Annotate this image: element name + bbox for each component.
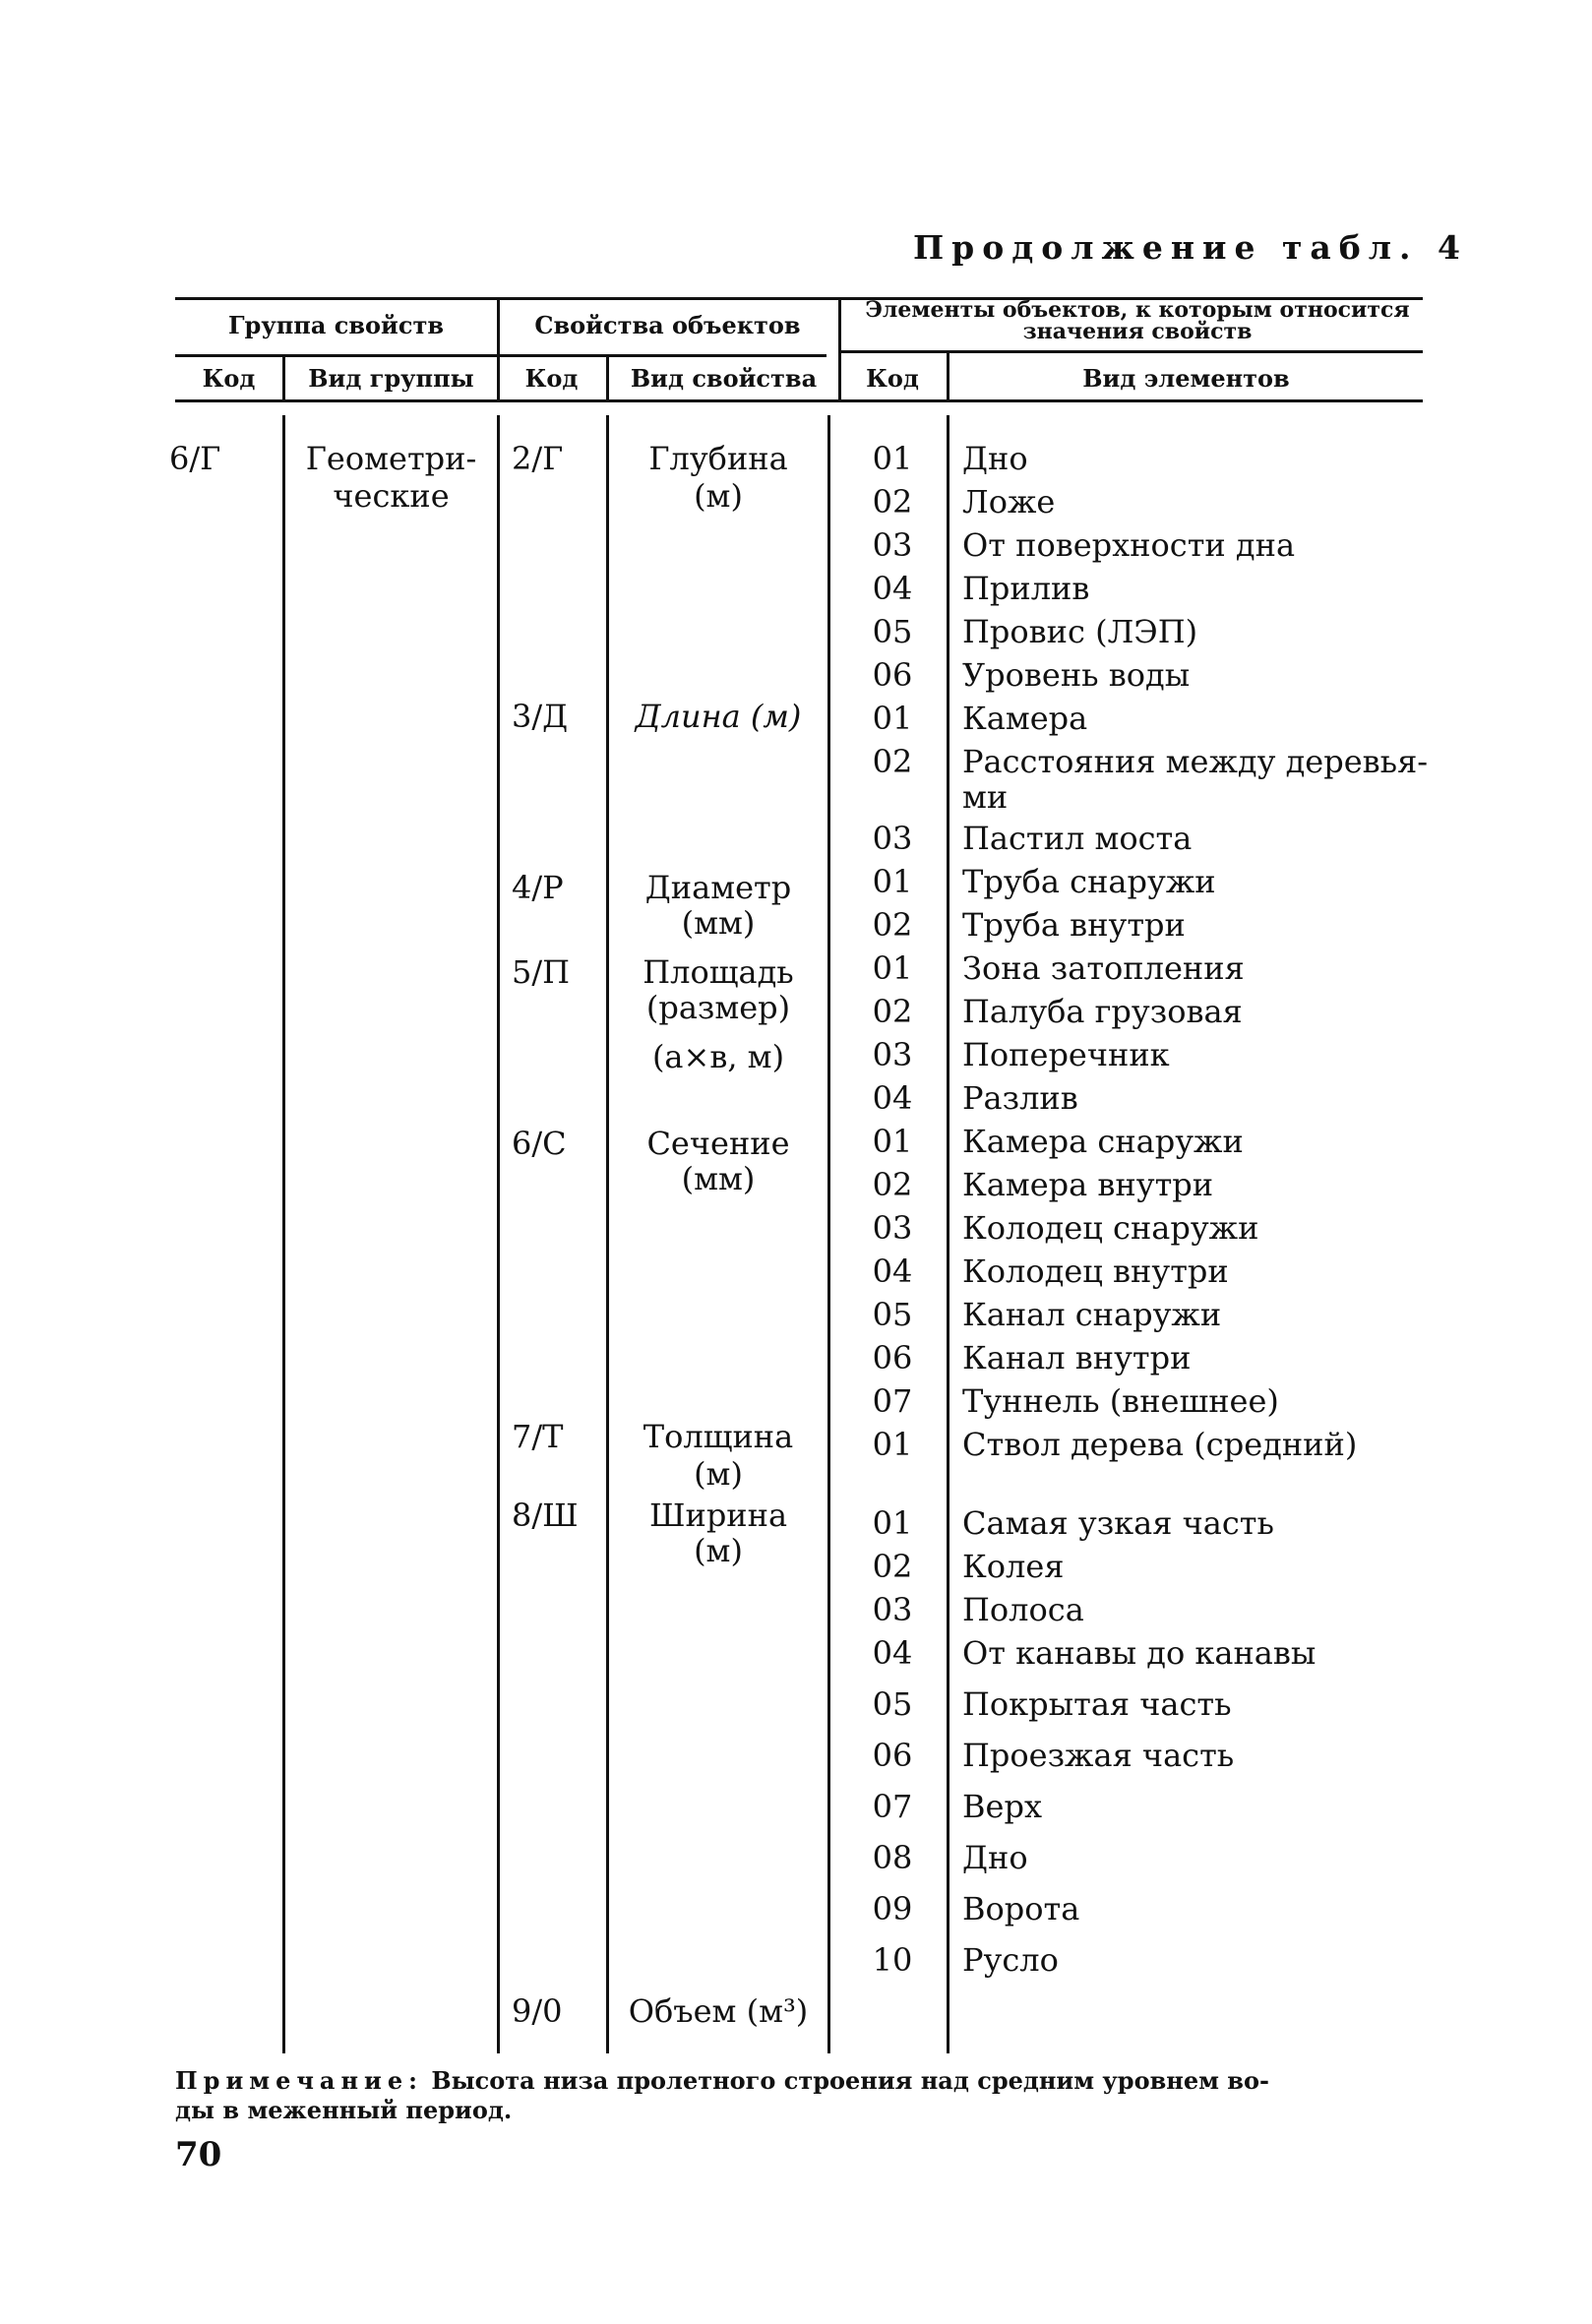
element-name: Труба внутри bbox=[962, 906, 1186, 944]
element-code: 02 bbox=[872, 483, 913, 520]
element-code: 03 bbox=[872, 1209, 913, 1247]
property-code: 6/С bbox=[512, 1125, 567, 1162]
element-name: Поперечник bbox=[962, 1036, 1170, 1073]
property-kind: Объем (м³) bbox=[628, 1992, 809, 2030]
element-name: Камера bbox=[962, 700, 1088, 737]
property-kind: Диаметр bbox=[644, 869, 792, 906]
element-name: Ложе bbox=[962, 483, 1056, 520]
element-code: 01 bbox=[872, 1504, 913, 1542]
element-code: 07 bbox=[872, 1788, 913, 1825]
element-name: Расстояния между деревья- bbox=[962, 743, 1429, 780]
group-kind-line2: ческие bbox=[333, 477, 450, 515]
element-code: 09 bbox=[872, 1890, 913, 1927]
header-properties: Свойства объектов bbox=[534, 311, 801, 339]
header-elem-kind: Вид элементов bbox=[1082, 364, 1290, 393]
body-divider-4 bbox=[827, 415, 830, 2053]
element-code: 06 bbox=[872, 1339, 913, 1376]
header-code-elem: Код bbox=[866, 364, 919, 393]
element-name: Колея bbox=[962, 1548, 1065, 1585]
header-prop-kind: Вид свойства bbox=[630, 364, 818, 393]
element-name: Полоса bbox=[962, 1591, 1084, 1628]
header-group-kind: Вид группы bbox=[308, 364, 474, 393]
element-code: 06 bbox=[872, 1737, 913, 1774]
body-divider-5 bbox=[947, 415, 949, 2053]
elements-subheader-rule bbox=[838, 350, 1423, 353]
element-code: 04 bbox=[872, 1634, 913, 1672]
property-kind: (а×в, м) bbox=[651, 1038, 785, 1075]
group-subheader-rule bbox=[175, 354, 497, 357]
property-kind: (м) bbox=[694, 1455, 743, 1493]
element-code: 03 bbox=[872, 526, 913, 564]
element-code: 06 bbox=[872, 656, 913, 694]
element-name: Прилив bbox=[962, 570, 1090, 607]
element-name: Разлив bbox=[962, 1079, 1078, 1117]
property-kind: Глубина bbox=[648, 440, 788, 477]
element-code: 01 bbox=[872, 863, 913, 900]
element-code: 02 bbox=[872, 1548, 913, 1585]
element-code: 01 bbox=[872, 949, 913, 987]
element-code: 04 bbox=[872, 1079, 913, 1117]
element-code: 03 bbox=[872, 820, 913, 857]
property-code: 9/0 bbox=[512, 1992, 563, 2030]
element-code: 03 bbox=[872, 1591, 913, 1628]
property-kind: (размер) bbox=[645, 989, 791, 1026]
element-name: Зона затопления bbox=[962, 949, 1245, 987]
header-group: Группа свойств bbox=[227, 311, 444, 339]
property-kind: (м) bbox=[694, 1532, 743, 1569]
table-title: Продолжение табл. 4 bbox=[913, 228, 1469, 267]
element-name: От поверхности дна bbox=[962, 526, 1296, 564]
body-divider-1 bbox=[282, 415, 285, 2053]
property-code: 7/Т bbox=[512, 1418, 564, 1455]
property-code: 2/Г bbox=[512, 440, 564, 477]
element-name: Провис (ЛЭП) bbox=[962, 613, 1198, 650]
element-code: 01 bbox=[872, 1426, 913, 1463]
element-code: 05 bbox=[872, 1296, 913, 1333]
element-name: Камера снаружи bbox=[962, 1123, 1244, 1160]
header-elements: Элементы объектов, к которым относится значения свойств bbox=[865, 297, 1410, 344]
element-name: Покрытая часть bbox=[962, 1685, 1232, 1723]
property-kind: Площадь bbox=[643, 953, 794, 991]
property-kind: (м) bbox=[694, 477, 743, 515]
property-kind: (мм) bbox=[681, 1160, 756, 1197]
props-subheader-rule bbox=[497, 354, 827, 357]
element-name: Палуба грузовая bbox=[962, 993, 1243, 1030]
body-divider-2 bbox=[497, 415, 500, 2053]
property-kind: Сечение bbox=[646, 1125, 790, 1162]
element-code: 05 bbox=[872, 613, 913, 650]
element-code: 02 bbox=[872, 743, 913, 780]
body-divider-3 bbox=[606, 415, 609, 2053]
element-name: Уровень воды bbox=[962, 656, 1191, 694]
element-code: 07 bbox=[872, 1382, 913, 1420]
element-name: Колодец внутри bbox=[962, 1253, 1229, 1290]
property-code: 3/Д bbox=[512, 698, 569, 735]
element-name: Дно bbox=[962, 1839, 1028, 1876]
property-kind: (мм) bbox=[681, 904, 756, 942]
property-code: 8/Ш bbox=[512, 1497, 579, 1534]
note-label: Примечание: bbox=[175, 2066, 423, 2095]
element-name: Русло bbox=[962, 1941, 1059, 1979]
element-code: 05 bbox=[872, 1685, 913, 1723]
element-code: 08 bbox=[872, 1839, 913, 1876]
note bbox=[175, 2066, 1269, 2125]
element-code: 01 bbox=[872, 700, 913, 737]
element-name: Проезжая часть bbox=[962, 1737, 1235, 1774]
element-name: Колодец снаружи bbox=[962, 1209, 1259, 1247]
property-kind: Ширина bbox=[648, 1497, 788, 1534]
element-name: Верх bbox=[962, 1788, 1042, 1825]
page-number: 70 bbox=[175, 2135, 222, 2174]
note-text-line1: Высота низа пролетного строения над средним уровнем во- bbox=[422, 2066, 1269, 2095]
element-name: От канавы до канавы bbox=[962, 1634, 1316, 1672]
element-name: Ворота bbox=[962, 1890, 1080, 1927]
element-code: 01 bbox=[872, 440, 913, 477]
element-name: Туннель (внешнее) bbox=[962, 1382, 1279, 1420]
element-code: 02 bbox=[872, 993, 913, 1030]
property-kind: Толщина bbox=[643, 1418, 794, 1455]
header-bottom-rule bbox=[175, 399, 1423, 402]
note-text-line2: ды в меженный период. bbox=[175, 2096, 513, 2124]
header-code-prop: Код bbox=[524, 364, 579, 393]
element-code: 02 bbox=[872, 906, 913, 944]
element-name: Камера внутри bbox=[962, 1166, 1214, 1203]
element-name: Самая узкая часть bbox=[962, 1504, 1274, 1542]
element-code: 10 bbox=[872, 1941, 913, 1979]
group-code: 6/Г bbox=[169, 440, 221, 477]
group-kind-line1: Геометри- bbox=[305, 440, 477, 477]
element-code: 04 bbox=[872, 570, 913, 607]
element-code: 01 bbox=[872, 1123, 913, 1160]
element-name: Пастил моста bbox=[962, 820, 1193, 857]
element-name: Дно bbox=[962, 440, 1028, 477]
element-code: 03 bbox=[872, 1036, 913, 1073]
element-name: Канал внутри bbox=[962, 1339, 1192, 1376]
property-code: 5/П bbox=[512, 953, 571, 991]
element-code: 04 bbox=[872, 1253, 913, 1290]
element-name: Канал снаружи bbox=[962, 1296, 1222, 1333]
property-code: 4/Р bbox=[512, 869, 564, 906]
property-kind: Длина (м) bbox=[635, 698, 802, 735]
element-code: 02 bbox=[872, 1166, 913, 1203]
element-name: ми bbox=[962, 778, 1009, 816]
element-name: Ствол дерева (средний) bbox=[962, 1426, 1358, 1463]
element-name: Труба снаружи bbox=[962, 863, 1216, 900]
header-code-group: Код bbox=[202, 364, 256, 393]
